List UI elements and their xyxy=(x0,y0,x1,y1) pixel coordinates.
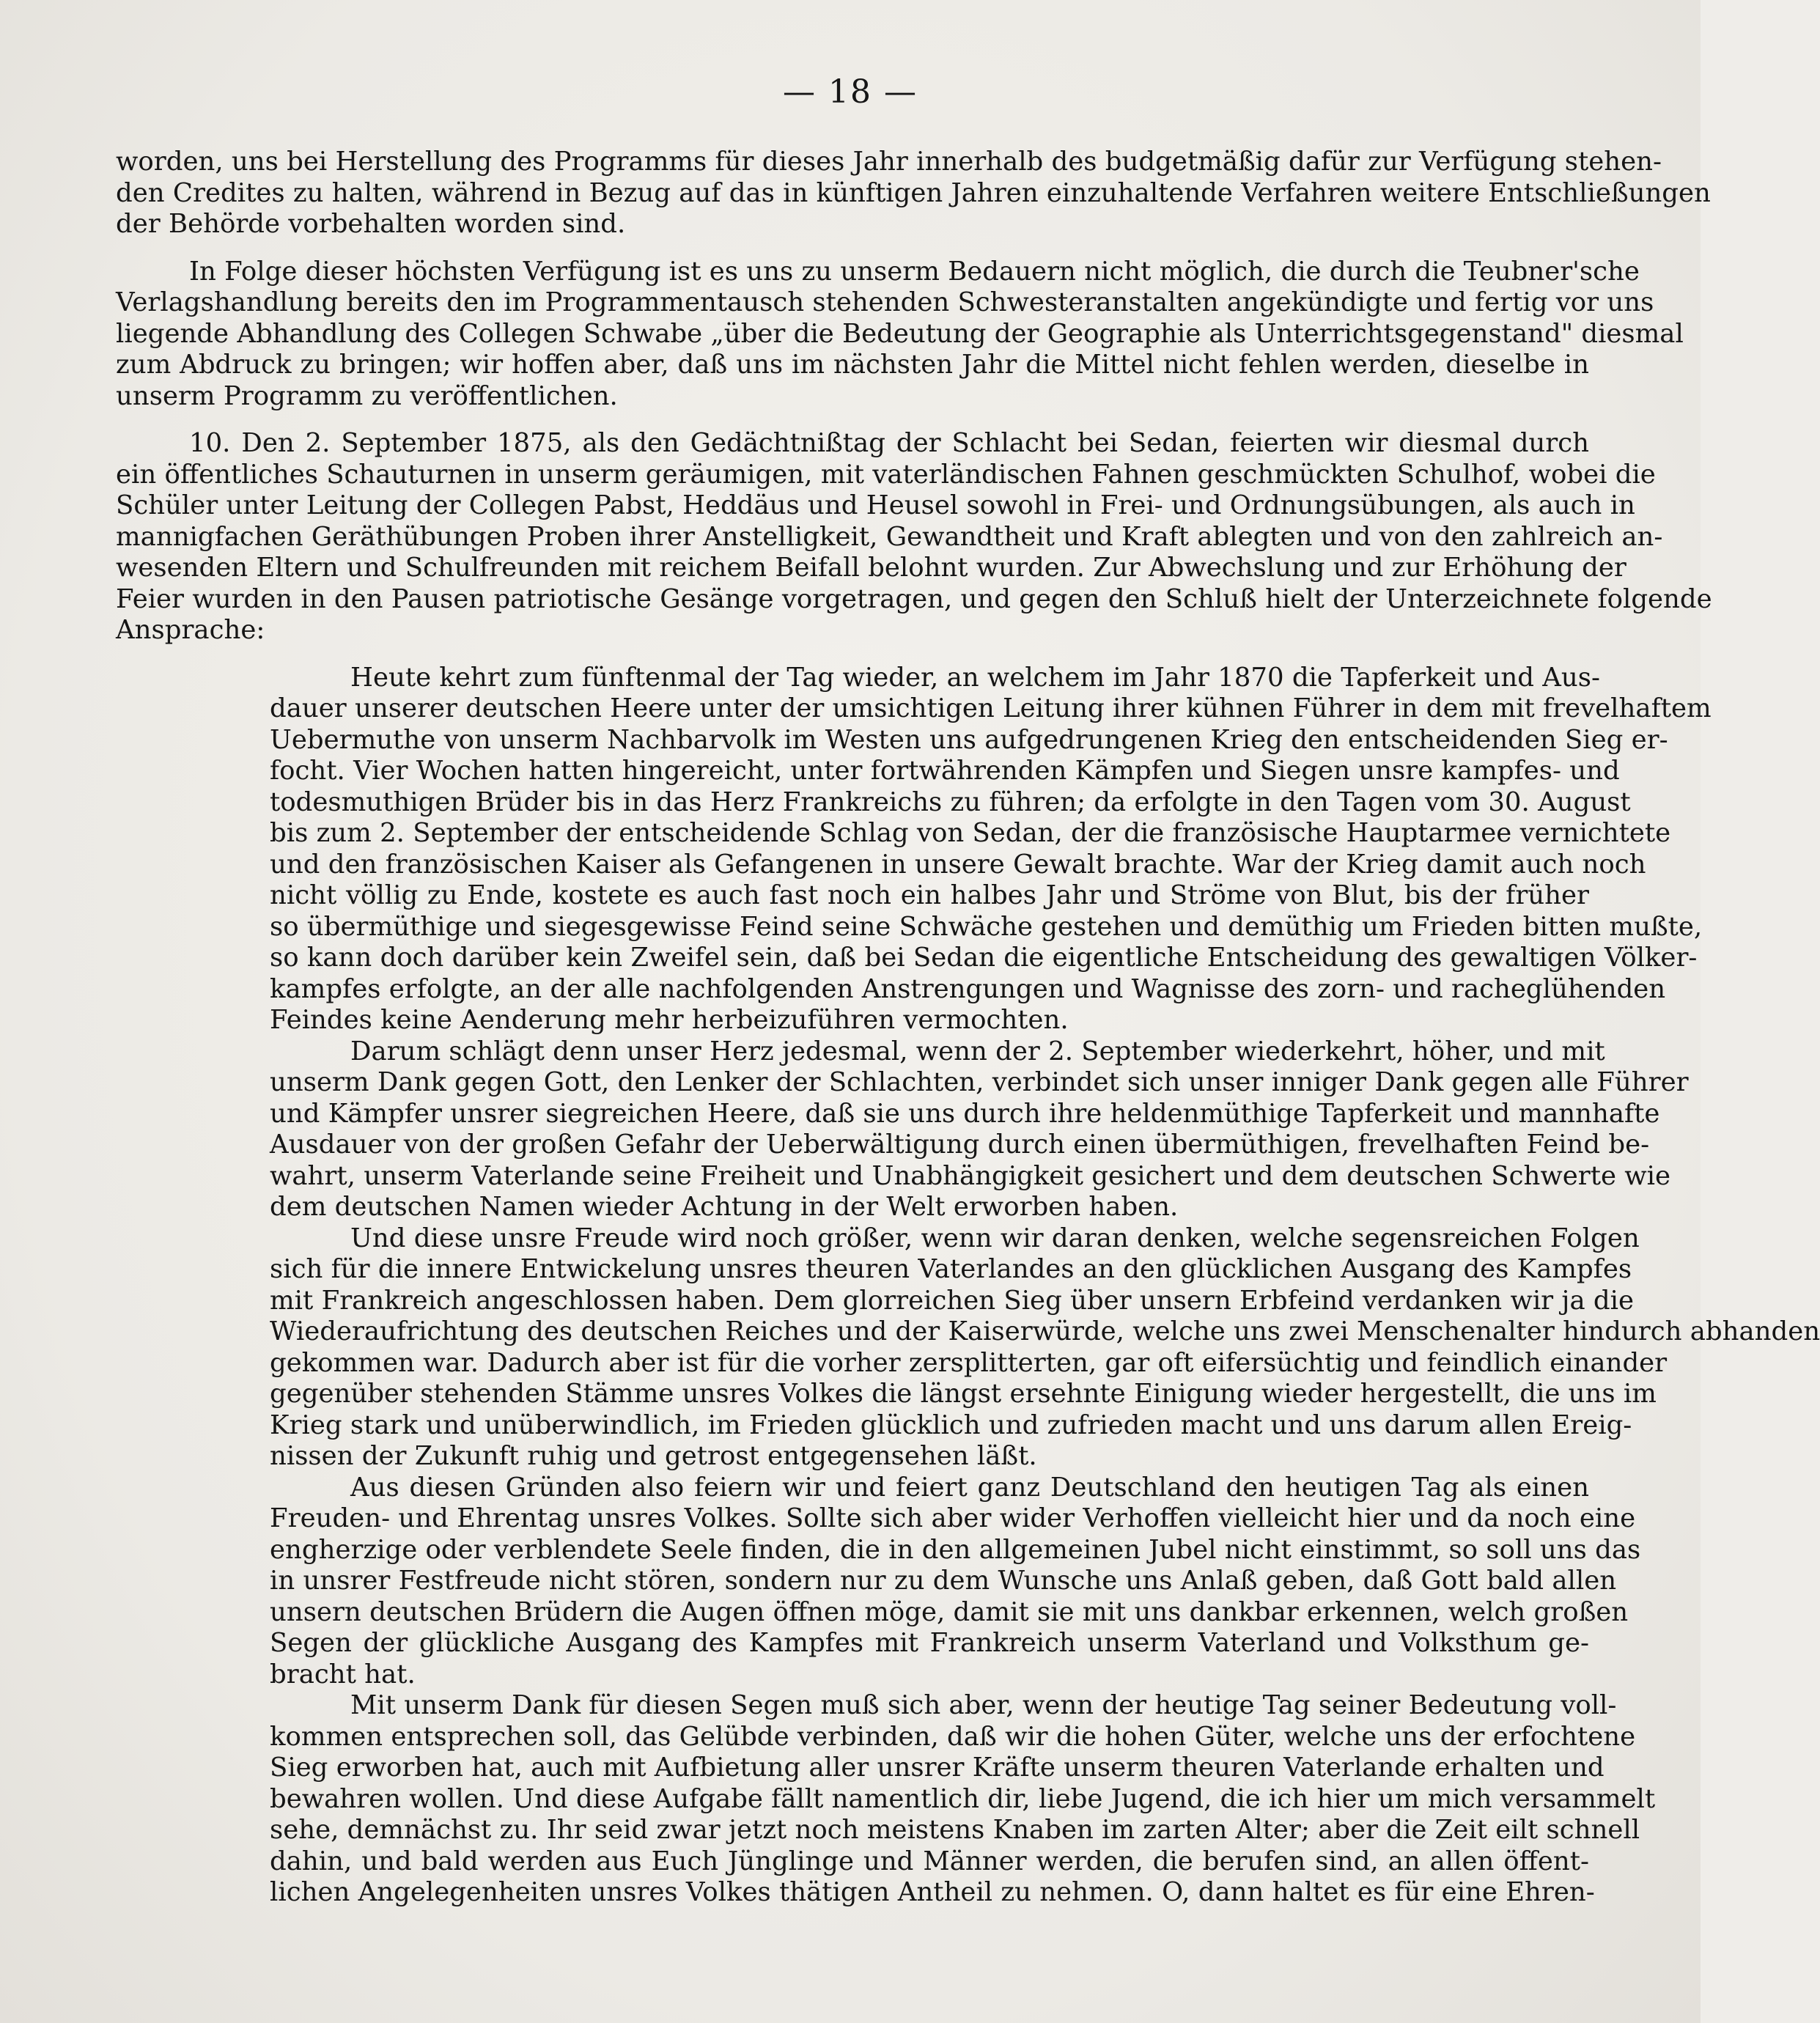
text-line: Segen der glückliche Ausgang des Kampfes mit Frankreich unserm Vaterland und Volksthum ge- xyxy=(270,1628,1589,1658)
speech-paragraph xyxy=(116,1472,1641,1691)
text-line: sehe, demnächst zu. Ihr seid zwar jetzt noch meistens Knaben im zarten Alter; aber die Zeit eilt schnell xyxy=(270,1815,1640,1845)
text-line: dem deutschen Namen wieder Achtung in der Welt erworben haben. xyxy=(270,1192,1179,1222)
text-line: Uebermuthe von unserm Nachbarvolk im Westen uns aufgedrungenen Krieg den entscheidenden Sieg er- xyxy=(270,724,1668,755)
text-line: bewahren wollen. Und diese Aufgabe fällt namentlich dir, liebe Jugend, die ich hier um mich versammelt xyxy=(270,1783,1656,1814)
text-line: ein öffentliches Schauturnen in unserm geräumigen, mit vaterländischen Fahnen geschmückten Schulhof, wobei die xyxy=(116,459,1656,490)
text-line: Ausdauer von der großen Gefahr der Ueberwältigung durch einen übermüthigen, frevelhaften Feind be- xyxy=(270,1130,1650,1160)
text-line: Heute kehrt zum fünftenmal der Tag wieder, an welchem im Jahr 1870 die Tapferkeit und Aus- xyxy=(350,662,1601,693)
document-body xyxy=(116,147,1820,1909)
text-line: so kann doch darüber kein Zweifel sein, daß bei Sedan die eigentliche Entscheidung des gewaltigen Völker- xyxy=(270,943,1698,973)
text-line: Sieg erworben hat, auch mit Aufbietung aller unsrer Kräfte unserm theuren Vaterlande erhalten und xyxy=(270,1753,1605,1783)
paragraph xyxy=(116,147,1711,240)
text-line: 10. Den 2. September 1875, als den Gedächtnißtag der Schlacht bei Sedan, feierten wir diesmal durch xyxy=(189,428,1589,458)
text-line: wahrt, unserm Vaterlande seine Freiheit und Unabhängigkeit gesichert und dem deutschen Schwerte wie xyxy=(270,1160,1671,1191)
text-line: dauer unserer deutschen Heere unter der umsichtigen Leitung ihrer kühnen Führer in dem mit frevelhaftem xyxy=(270,693,1712,723)
text-line: mit Frankreich angeschlossen haben. Dem glorreichen Sieg über unsern Erbfeind verdanken wir ja die xyxy=(270,1285,1634,1316)
text-line: Freuden- und Ehrentag unsres Volkes. Sollte sich aber wider Verhoffen vielleicht hier und da noch eine xyxy=(270,1503,1636,1533)
text-line: Mit unserm Dank für diesen Segen muß sich aber, wenn der heutige Tag seiner Bedeutung voll- xyxy=(350,1690,1617,1720)
text-line: Darum schlägt denn unser Herz jedesmal, wenn der 2. September wiederkehrt, höher, und mit xyxy=(350,1036,1605,1066)
text-line: nicht völlig zu Ende, kostete es auch fast noch ein halbes Jahr und Ströme von Blut, bis der früher xyxy=(270,880,1589,910)
text-line: in unsrer Festfreude nicht stören, sondern nur zu dem Wunsche uns Anlaß geben, daß Gott bald allen xyxy=(270,1566,1617,1596)
text-line: kommen entsprechen soll, das Gelübde verbinden, daß wir die hohen Güter, welche uns der erfochtene xyxy=(270,1721,1636,1752)
text-line: focht. Vier Wochen hatten hingereicht, unter fortwährenden Kämpfen und Siegen unsre kampfes- und xyxy=(270,756,1620,786)
text-line: so übermüthige und siegesgewisse Feind seine Schwäche gestehen und demüthig um Frieden bitten mußte, xyxy=(270,911,1703,942)
text-line: Und diese unsre Freude wird noch größer, wenn wir daran denken, welche segensreichen Folgen xyxy=(350,1223,1640,1253)
text-line: Feier wurden in den Pausen patriotische Gesänge vorgetragen, und gegen den Schluß hielt der Unterzeichnete folgende xyxy=(116,583,1712,614)
text-line: todesmuthigen Brüder bis in das Herz Frankreichs zu führen; da erfolgte in den Tagen vom 30. August xyxy=(270,786,1631,817)
text-line: lichen Angelegenheiten unsres Volkes thätigen Antheil zu nehmen. O, dann haltet es für eine Ehren- xyxy=(270,1877,1595,1907)
text-line: Krieg stark und unüberwindlich, im Frieden glücklich und zufrieden macht und uns darum allen Ereig- xyxy=(270,1410,1632,1440)
text-line: engherzige oder verblendete Seele finden, die in den allgemeinen Jubel nicht einstimmt, so soll uns das xyxy=(270,1534,1641,1565)
text-line: nissen der Zukunft ruhig und getrost entgegensehen läßt. xyxy=(270,1441,1037,1471)
text-line: sich für die innere Entwickelung unsres theuren Vaterlandes an den glücklichen Ausgang des Kampfes xyxy=(270,1254,1632,1284)
text-line: mannigfachen Geräthübungen Proben ihrer Anstelligkeit, Gewandtheit und Kraft ablegten und von den zahlreich an- xyxy=(116,521,1663,552)
text-line: In Folge dieser höchsten Verfügung ist es uns zu unserm Bedauern nicht möglich, die durch die Teubner'sche xyxy=(189,256,1640,287)
text-line: Feindes keine Aenderung mehr herbeizuführen vermochten. xyxy=(270,1005,1069,1035)
text-line: zum Abdruck zu bringen; wir hoffen aber, daß uns im nächsten Jahr die Mittel nicht fehlen werden, dieselbe in xyxy=(116,350,1589,380)
text-line: wesenden Eltern und Schulfreunden mit reichem Beifall belohnt wurden. Zur Abwechslung und zur Erhöhung der xyxy=(116,553,1626,583)
text-line: worden, uns bei Herstellung des Programms für dieses Jahr innerhalb des budgetmäßig dafür zur Verfügung stehen- xyxy=(116,147,1662,177)
text-line: kampfes erfolgte, an der alle nachfolgenden Anstrengungen und Wagnisse des zorn- und racheglühenden xyxy=(270,973,1666,1004)
text-line: gegenüber stehenden Stämme unsres Volkes die längst ersehnte Einigung wieder hergestellt, die uns im xyxy=(270,1379,1657,1409)
text-line: und Kämpfer unsrer siegreichen Heere, daß sie uns durch ihre heldenmüthige Tapferkeit und mannhafte xyxy=(270,1098,1660,1129)
speech-paragraph xyxy=(116,662,1712,1036)
text-line: liegende Abhandlung des Collegen Schwabe „über die Bedeutung der Geographie als Unterrichtsgegenstand" diesmal xyxy=(116,318,1684,349)
text-line: der Behörde vorbehalten worden sind. xyxy=(116,209,626,239)
text-line: dahin, und bald werden aus Euch Jünglinge und Männer werden, die berufen sind, an allen öffent- xyxy=(270,1846,1589,1876)
text-line: Verlagshandlung bereits den im Programmentausch stehenden Schwesteranstalten angekündigte und fertig vor uns xyxy=(116,287,1654,317)
text-line: und den französischen Kaiser als Gefangenen in unsere Gewalt brachte. War der Krieg damit auch noch xyxy=(270,849,1646,880)
text-line: Schüler unter Leitung der Collegen Pabst, Heddäus und Heusel sowohl in Frei- und Ordnungsübungen, als auch in xyxy=(116,490,1635,520)
paragraph xyxy=(116,256,1684,413)
speech-paragraph xyxy=(116,1690,1656,1909)
text-line: bis zum 2. September der entscheidende Schlag von Sedan, der die französische Hauptarmee vernichtete xyxy=(270,818,1671,848)
text-line: gekommen war. Dadurch aber ist für die vorher zersplitterten, gar oft eifersüchtig und feindlich einander xyxy=(270,1347,1668,1378)
text-line: den Credites zu halten, während in Bezug auf das in künftigen Jahren einzuhaltende Verfahren weitere Entschließungen xyxy=(116,177,1711,208)
text-line: unsern deutschen Brüdern die Augen öffnen möge, damit sie mit uns dankbar erkennen, welch großen xyxy=(270,1596,1629,1627)
text-line: unserm Programm zu veröffentlichen. xyxy=(116,380,618,411)
page-number: — 18 — xyxy=(783,73,918,111)
text-line: Wiederaufrichtung des deutschen Reiches und der Kaiserwürde, welche uns zwei Menschenalter hindurch abhanden xyxy=(270,1316,1820,1346)
speech-paragraph xyxy=(116,1223,1820,1473)
paragraph xyxy=(116,428,1712,646)
text-line: unserm Dank gegen Gott, den Lenker der Schlachten, verbindet sich unser inniger Dank gegen alle Führer xyxy=(270,1067,1689,1097)
text-line: Ansprache: xyxy=(116,615,265,645)
text-line: bracht hat. xyxy=(270,1659,416,1689)
text-line: Aus diesen Gründen also feiern wir und feiert ganz Deutschland den heutigen Tag als einen xyxy=(350,1472,1589,1503)
speech-paragraph xyxy=(116,1036,1689,1223)
